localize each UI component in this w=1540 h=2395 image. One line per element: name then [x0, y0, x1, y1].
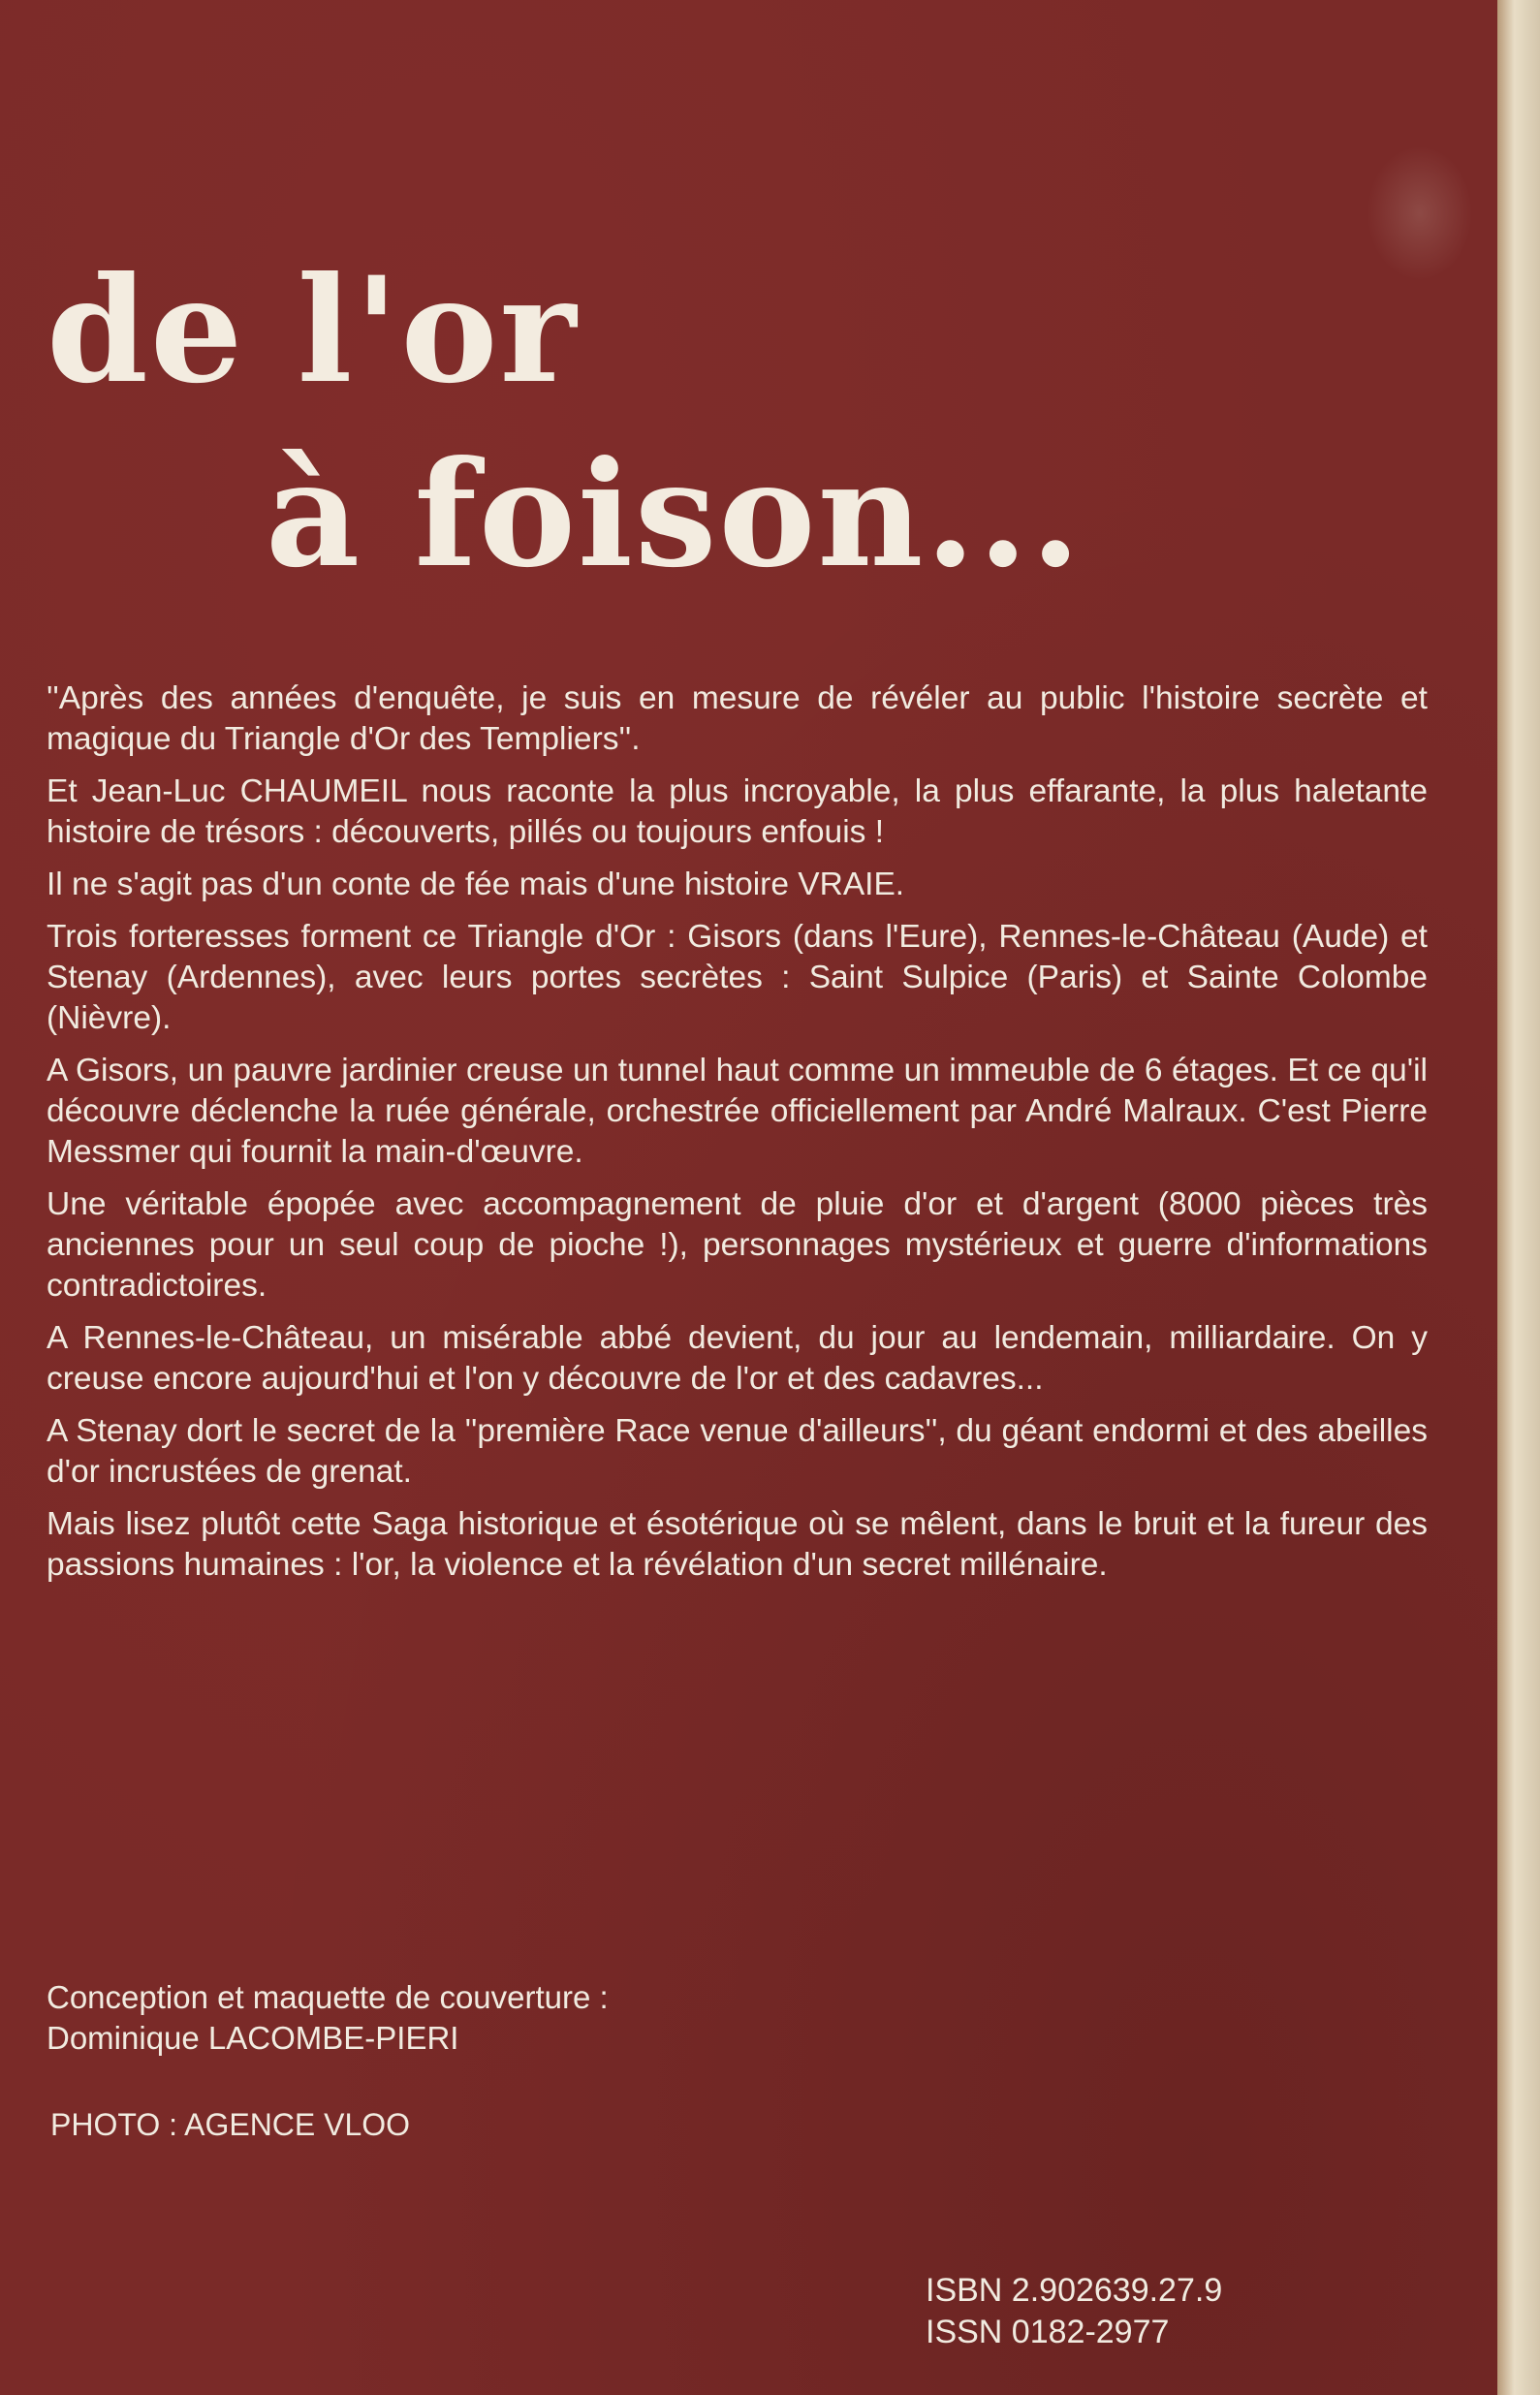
design-credits — [47, 1977, 609, 2059]
blurb-paragraph: Trois forteresses forment ce Triangle d'Or : Gisors (dans l'Eure), Rennes-le-Château (Aude) et Stenay (Ardennes), avec leurs portes secrètes : Saint Sulpice (Paris) et Sainte Colombe (Nièvre). — [47, 919, 1428, 1036]
cover-title — [47, 238, 1403, 607]
blurb-paragraph: Mais lisez plutôt cette Saga historique et ésotérique où se mêlent, dans le bruit et la fureur des passions humaines : l'or, la violence et la révélation d'un secret millénaire. — [47, 1506, 1428, 1583]
page-edge-strip — [1497, 0, 1540, 2395]
isbn-code: ISBN 2.902639.27.9 — [926, 2272, 1223, 2309]
issn-code: ISSN 0182-2977 — [926, 2314, 1170, 2350]
blurb-paragraph: A Stenay dort le secret de la ''première Race venue d'ailleurs'', du géant endormi et des abeilles d'or incrustées de grenat. — [47, 1413, 1428, 1490]
publication-codes — [926, 2270, 1222, 2353]
title-line-1: de l'or — [47, 244, 579, 416]
blurb-paragraph: Il ne s'agit pas d'un conte de fée mais d'une histoire VRAIE. — [47, 867, 905, 902]
blurb-paragraph: A Rennes-le-Château, un misérable abbé devient, du jour au lendemain, milliardaire. On y creuse encore aujourd'hui et l'on y découvre de l'or et des cadavres... — [47, 1320, 1428, 1397]
blurb-paragraph: ''Après des années d'enquête, je suis en mesure de révéler au public l'histoire secrète et magique du Triangle d'Or des Templiers''. — [47, 680, 1428, 757]
blurb-paragraph: Et Jean-Luc CHAUMEIL nous raconte la plus incroyable, la plus effarante, la plus haletante histoire de trésors : découverts, pillés ou toujours enfouis ! — [47, 773, 1428, 850]
credits-designer: Dominique LACOMBE-PIERI — [47, 2020, 459, 2056]
blurb-paragraph: A Gisors, un pauvre jardinier creuse un tunnel haut comme un immeuble de 6 étages. Et ce qu'il découvre déclenche la ruée générale, orchestrée officiellement par André Malraux. C'est Pierre Messmer qui fournit la main-d'œuvre. — [47, 1053, 1428, 1170]
credits-label: Conception et maquette de couverture : — [47, 1979, 609, 2015]
photo-credit: PHOTO : AGENCE VLOO — [50, 2107, 411, 2142]
title-line-2: à foison... — [266, 428, 1084, 600]
blurb-paragraph: Une véritable épopée avec accompagnement de pluie d'or et d'argent (8000 pièces très anciennes pour un seul coup de pioche !), personnages mystérieux et guerre d'informations contradictoires. — [47, 1186, 1428, 1304]
blurb-text — [47, 678, 1428, 1597]
